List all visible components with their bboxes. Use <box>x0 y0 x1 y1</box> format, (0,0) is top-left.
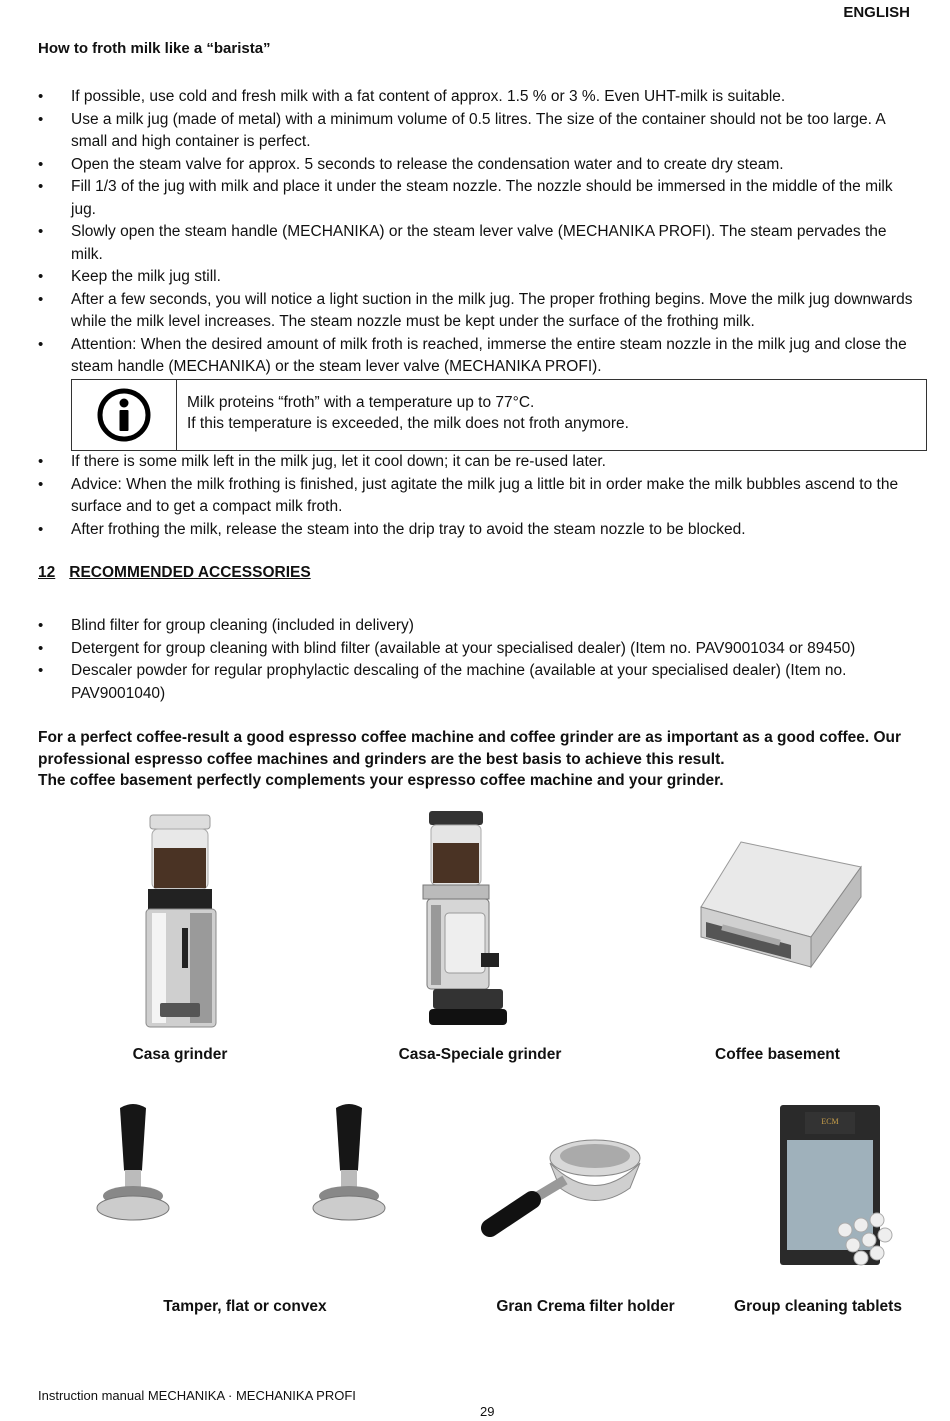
froth-steps-list <box>38 86 918 379</box>
list-item: • Open the steam valve for approx. 5 seconds to release the condensation water and to create dry steam. <box>38 154 918 177</box>
promo-paragraph: For a perfect coffee-result a good espresso coffee machine and coffee grinder are as important as a good coffee. Our professional espresso coffee machines and grinders are the best basis to achieve this result. <box>38 729 902 768</box>
list-item: • If there is some milk left in the milk jug, let it cool down; it can be re-used later. <box>38 451 918 474</box>
product-caption: Gran Crema filter holder <box>496 1298 675 1315</box>
tamper-convex-image <box>296 1100 402 1260</box>
list-item: • Detergent for group cleaning with blind filter (available at your specialised dealer) (Item no. PAV9001034 or 89450) <box>38 638 918 661</box>
casa-speciale-grinder-image <box>393 803 533 1033</box>
promo-text <box>38 727 928 792</box>
info-line: Milk proteins “froth” with a temperature up to 77°C. <box>187 394 535 411</box>
product-caption: Casa grinder <box>132 1046 228 1063</box>
list-item: • Fill 1/3 of the jug with milk and place it under the steam nozzle. The nozzle should be immersed in the middle of the milk jug. <box>38 176 918 221</box>
promo-paragraph: The coffee basement perfectly complements your espresso coffee machine and your grinder. <box>38 772 724 789</box>
cleaning-tablets-image <box>775 1100 905 1270</box>
accessories-heading <box>38 564 311 582</box>
language-label: ENGLISH <box>843 4 910 21</box>
list-item: • After frothing the milk, release the steam into the drip tray to avoid the steam nozzle to be blocked. <box>38 519 918 542</box>
ecm-logo: ECM <box>821 1117 839 1126</box>
info-icon <box>72 380 177 450</box>
info-line: If this temperature is exceeded, the milk does not froth anymore. <box>187 415 629 432</box>
list-item: • Descaler powder for regular prophylactic descaling of the machine (available at your specialised dealer) (Item no. PAV9001040) <box>38 660 918 705</box>
section-title: RECOMMENDED ACCESSORIES <box>69 564 311 581</box>
froth-heading: How to froth milk like a “barista” <box>38 40 271 57</box>
filter-holder-image <box>470 1118 645 1243</box>
list-item: • Keep the milk jug still. <box>38 266 918 289</box>
list-item: • Advice: When the milk frothing is finished, just agitate the milk jug a little bit in order make the milk bubbles ascend to the surface and to get a compact milk froth. <box>38 474 918 519</box>
footer-manual: Instruction manual MECHANIKA · MECHANIKA PROFI <box>38 1388 356 1403</box>
section-number: 12 <box>38 564 56 581</box>
page-number: 29 <box>480 1404 495 1419</box>
tamper-flat-image <box>80 1100 186 1260</box>
product-caption: Tamper, flat or convex <box>163 1298 327 1315</box>
product-caption: Group cleaning tablets <box>734 1298 902 1315</box>
list-item: • After a few seconds, you will notice a light suction in the milk jug. The proper frothing begins. Move the milk jug downwards while the milk level increases. The steam nozzle must be kept under the surface of the frothing milk. <box>38 289 918 334</box>
accessories-list <box>38 615 918 705</box>
list-item: • Attention: When the desired amount of milk froth is reached, immerse the entire steam nozzle in the milk jug and close the steam handle (MECHANIKA) or the steam lever valve (MECHANIKA PROFI). <box>38 334 918 379</box>
list-item: • Slowly open the steam handle (MECHANIKA) or the steam lever valve (MECHANIKA PROFI). The steam pervades the milk. <box>38 221 918 266</box>
coffee-basement-image <box>681 827 876 1002</box>
list-item: • Blind filter for group cleaning (included in delivery) <box>38 615 918 638</box>
info-box <box>71 379 927 451</box>
list-item: • Use a milk jug (made of metal) with a minimum volume of 0.5 litres. The size of the container should not be too large. A small and high container is perfect. <box>38 109 918 154</box>
froth-tips-list <box>38 451 918 541</box>
casa-grinder-image <box>130 803 232 1033</box>
product-caption: Coffee basement <box>715 1046 840 1063</box>
list-item: • If possible, use cold and fresh milk with a fat content of approx. 1.5 % or 3 %. Even UHT-milk is suitable. <box>38 86 918 109</box>
product-caption: Casa-Speciale grinder <box>398 1046 562 1063</box>
